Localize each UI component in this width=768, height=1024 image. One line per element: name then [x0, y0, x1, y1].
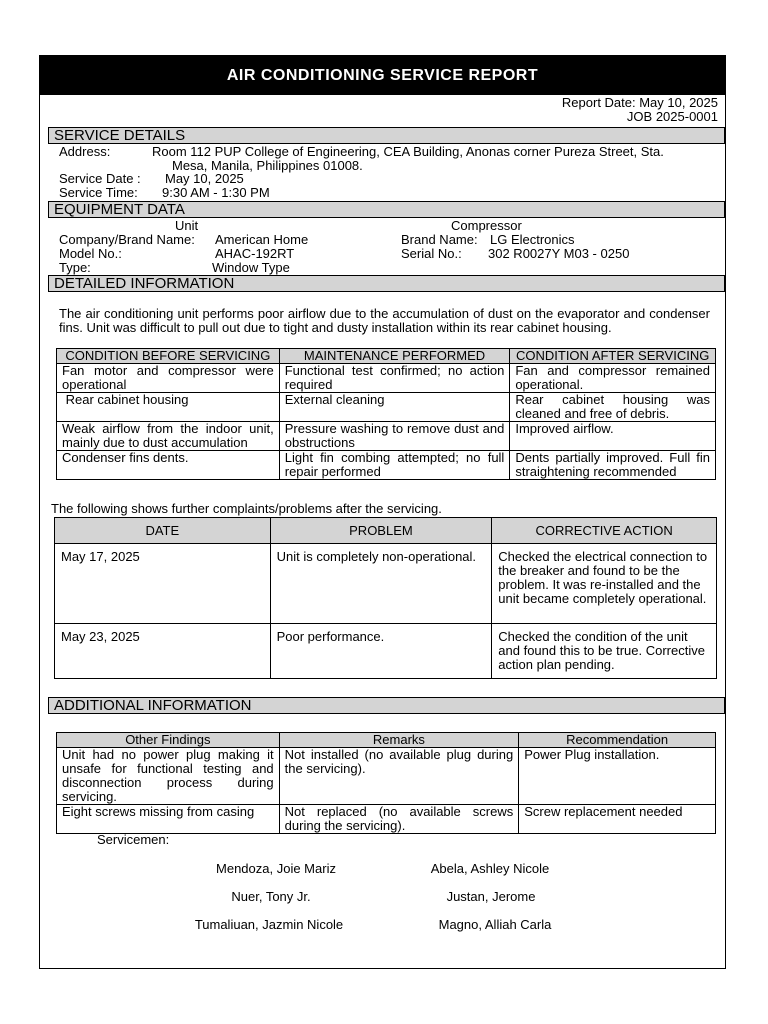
serviceman-name: Mendoza, Joie Mariz — [216, 861, 336, 876]
detailed-paragraph: The air conditioning unit performs poor airflow due to the accumulation of dust on the evaporator and condenser fins. Unit was difficult to pull out due to tight and dusty installation within its rear cabinet housing. — [59, 306, 710, 335]
report-date: Report Date: May 10, 2025 — [561, 95, 718, 110]
serviceman-name: Magno, Alliah Carla — [438, 917, 552, 932]
complaints-intro: The following shows further complaints/problems after the servicing. — [51, 501, 442, 516]
address-line-1: Room 112 PUP College of Engineering, CEA Building, Anonas corner Pureza Street, Sta. — [152, 144, 664, 159]
table-cell: Rear cabinet housing — [57, 393, 280, 422]
condition-table — [56, 348, 716, 480]
table-row — [55, 544, 717, 624]
table-cell: Condenser fins dents. — [57, 451, 280, 480]
table-cell: Screw replacement needed — [519, 805, 716, 834]
findings-table — [56, 732, 716, 834]
compressor-brand-label: Brand Name: — [401, 232, 478, 247]
table-cell: Dents partially improved. Full fin straightening recommended — [510, 451, 716, 480]
col-corrective-action: CORRECTIVE ACTION — [492, 518, 717, 544]
service-time-label: Service Time: — [59, 185, 138, 200]
model-value: AHAC-192RT — [215, 246, 295, 261]
table-cell: Weak airflow from the indoor unit, mainly due to dust accumulation — [57, 422, 280, 451]
col-date: DATE — [55, 518, 271, 544]
table-cell: Checked the electrical connection to the breaker and found to be the problem. It was re-installed and the unit became completely operational. — [492, 544, 717, 624]
table-row — [57, 805, 716, 834]
brand-value: American Home — [215, 232, 309, 247]
job-number: JOB 2025-0001 — [626, 109, 718, 124]
report-page — [39, 55, 726, 969]
table-cell: External cleaning — [279, 393, 510, 422]
col-condition-before: CONDITION BEFORE SERVICING — [57, 349, 280, 364]
compressor-header: Compressor — [451, 218, 522, 233]
type-value: Window Type — [212, 260, 290, 275]
serviceman-name: Nuer, Tony Jr. — [231, 889, 311, 904]
brand-label: Company/Brand Name: — [59, 232, 195, 247]
table-cell: Poor performance. — [270, 624, 492, 679]
report-meta — [562, 96, 718, 124]
table-cell: Unit is completely non-operational. — [270, 544, 492, 624]
table-cell: Light fin combing attempted; no full repair performed — [279, 451, 510, 480]
address-line-2: Mesa, Manila, Philippines 01008. — [172, 158, 363, 173]
table-cell: Not installed (no available plug during the servicing). — [279, 748, 519, 805]
table-cell: Pressure washing to remove dust and obstructions — [279, 422, 510, 451]
table-cell: Fan and compressor remained operational. — [510, 364, 716, 393]
table-cell: Eight screws missing from casing — [57, 805, 280, 834]
table-row — [57, 422, 716, 451]
detailed-info-heading: DETAILED INFORMATION — [48, 275, 725, 292]
col-recommendation: Recommendation — [519, 733, 716, 748]
complaints-table — [54, 517, 717, 679]
table-cell: Functional test confirmed; no action required — [279, 364, 510, 393]
table-row — [57, 748, 716, 805]
unit-header: Unit — [175, 218, 199, 233]
service-date-label: Service Date : — [59, 171, 141, 186]
table-cell: May 17, 2025 — [55, 544, 271, 624]
col-other-findings: Other Findings — [57, 733, 280, 748]
table-row — [57, 451, 716, 480]
col-condition-after: CONDITION AFTER SERVICING — [510, 349, 716, 364]
table-row — [55, 624, 717, 679]
complaints-table-header — [55, 518, 717, 544]
table-cell: Checked the condition of the unit and found this to be true. Corrective action plan pending. — [492, 624, 717, 679]
service-date-value: May 10, 2025 — [165, 171, 244, 186]
additional-info-heading: ADDITIONAL INFORMATION — [48, 697, 725, 714]
compressor-brand-value: LG Electronics — [490, 232, 575, 247]
col-maintenance: MAINTENANCE PERFORMED — [279, 349, 510, 364]
table-cell: Not replaced (no available screws during the servicing). — [279, 805, 519, 834]
table-row — [57, 364, 716, 393]
type-label: Type: — [59, 260, 91, 275]
table-cell: Fan motor and compressor were operational — [57, 364, 280, 393]
service-time-value: 9:30 AM - 1:30 PM — [162, 185, 270, 200]
model-label: Model No.: — [59, 246, 122, 261]
report-title: AIR CONDITIONING SERVICE REPORT — [40, 56, 725, 95]
col-remarks: Remarks — [279, 733, 519, 748]
address-label: Address: — [59, 144, 111, 159]
table-cell: Improved airflow. — [510, 422, 716, 451]
servicemen-label: Servicemen: — [97, 832, 170, 847]
serial-label: Serial No.: — [401, 246, 462, 261]
table-cell: Power Plug installation. — [519, 748, 716, 805]
table-cell: Unit had no power plug making it unsafe for functional testing and disconnection process during servicing. — [57, 748, 280, 805]
col-problem: PROBLEM — [270, 518, 492, 544]
service-details-heading: SERVICE DETAILS — [48, 127, 725, 144]
serviceman-name: Abela, Ashley Nicole — [430, 861, 550, 876]
condition-table-header — [57, 349, 716, 364]
table-cell: May 23, 2025 — [55, 624, 271, 679]
findings-table-header — [57, 733, 716, 748]
table-cell: Rear cabinet housing was cleaned and free of debris. — [510, 393, 716, 422]
serial-value: 302 R0027Y M03 - 0250 — [488, 246, 630, 261]
serviceman-name: Justan, Jerome — [446, 889, 536, 904]
table-row — [57, 393, 716, 422]
equipment-data-heading: EQUIPMENT DATA — [48, 201, 725, 218]
serviceman-name: Tumaliuan, Jazmin Nicole — [194, 917, 344, 932]
